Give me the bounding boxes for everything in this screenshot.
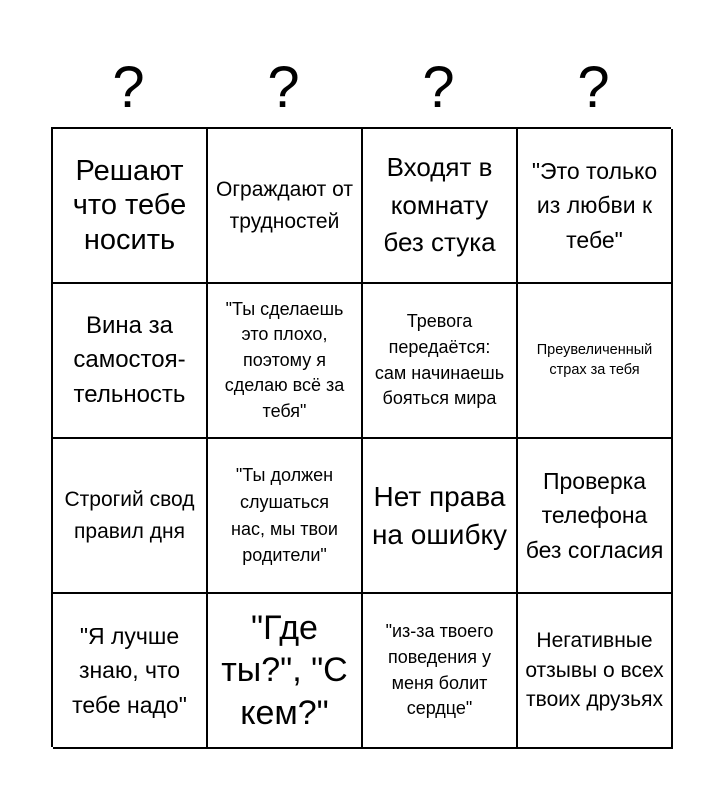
bingo-cell-text: Строгий свод правил дня	[64, 488, 195, 543]
bingo-cell-text: "Ты сделаешь это плохо, поэтому я сделаю всё за тебя"	[224, 298, 345, 421]
bingo-cell-text: "Где ты?", "С кем?"	[221, 608, 348, 732]
bingo-cell-text: "Ты должен слушаться нас, мы твои родители"	[231, 465, 338, 566]
bingo-cell-text: Преувеличенный страх за тебя	[536, 341, 653, 378]
bingo-cell[interactable]	[53, 284, 208, 439]
bingo-cell[interactable]	[518, 284, 673, 439]
bingo-board	[51, 127, 671, 747]
bingo-cell-text: "Я лучше знаю, что тебе надо"	[72, 623, 187, 718]
bingo-cell-text: Ограждают от трудностей	[216, 178, 353, 233]
bingo-cell[interactable]	[363, 594, 518, 749]
bingo-cell[interactable]	[53, 594, 208, 749]
bingo-cell[interactable]	[208, 594, 363, 749]
bingo-cell-text: Входят в комнату без стука	[383, 151, 496, 258]
bingo-cell[interactable]	[208, 129, 363, 284]
bingo-cell[interactable]	[53, 129, 208, 284]
bingo-cell[interactable]	[363, 129, 518, 284]
bingo-header	[51, 52, 671, 124]
bingo-cell-text: Проверка телефона без согласия	[525, 468, 664, 563]
bingo-cell[interactable]	[208, 284, 363, 439]
header-question-mark: ?	[267, 55, 300, 120]
bingo-cell-text: Тревога передаётся: сам начинаешь бояться мира	[374, 311, 505, 409]
bingo-cell[interactable]	[518, 439, 673, 594]
header-question-mark: ?	[112, 55, 145, 120]
bingo-cell[interactable]	[208, 439, 363, 594]
bingo-cell[interactable]	[363, 284, 518, 439]
bingo-cell-text: Нет права на ошибку	[371, 481, 508, 550]
bingo-cell-text: Решают что тебе носить	[72, 155, 187, 256]
header-question-mark: ?	[422, 55, 455, 120]
bingo-cell[interactable]	[363, 439, 518, 594]
bingo-cell-text: Вина за самостоя-тельность	[73, 312, 186, 408]
bingo-cell[interactable]	[518, 594, 673, 749]
bingo-cell[interactable]	[53, 439, 208, 594]
bingo-cell-text: "Это только из любви к тебе"	[531, 158, 658, 253]
bingo-cell-text: "из-за твоего поведения у меня болит сердце"	[385, 621, 494, 719]
bingo-cell-text: Негативные отзывы о всех твоих друзьях	[525, 628, 664, 712]
bingo-cell[interactable]	[518, 129, 673, 284]
header-question-mark: ?	[577, 55, 610, 120]
